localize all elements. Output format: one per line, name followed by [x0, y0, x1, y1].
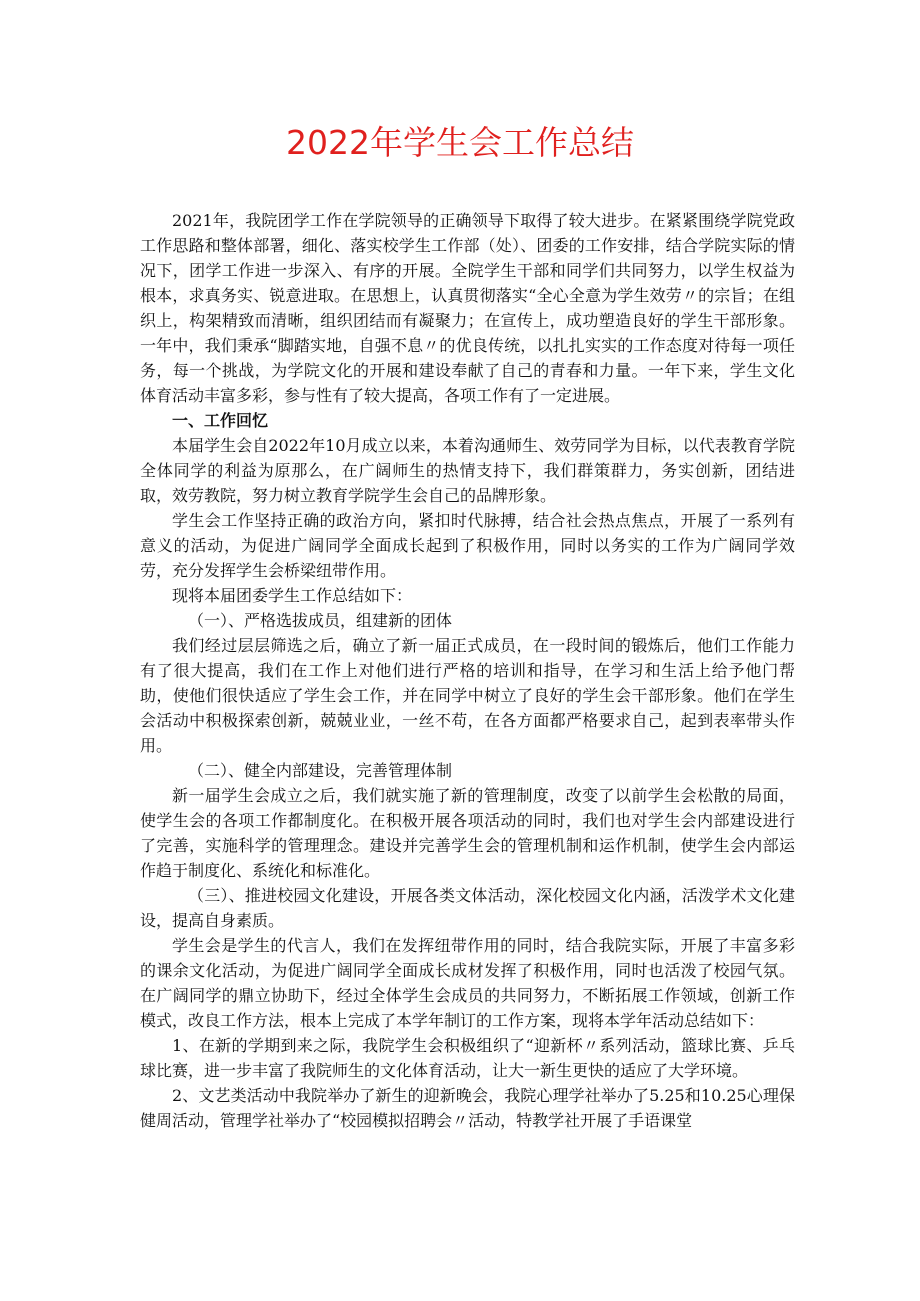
document-body	[140, 208, 795, 1133]
document-title: 2022年学生会工作总结	[286, 123, 634, 162]
paragraph: 学生会是学生的代言人，我们在发挥纽带作用的同时，结合我院实际，开展了丰富多彩的课余文化活动，为促进广阔同学全面成长成材发挥了积极作用，同时也活泼了校园气氛。在广阔同学的鼎立协助下，经过全体学生会成员的共同努力，不断拓展工作领域，创新工作模式，改良工作方法，根本上完成了本学年制订的工作方案，现将本学年活动总结如下：	[140, 936, 795, 1030]
list-item: 2、文艺类活动中我院举办了新生的迎新晚会，我院心理学社举办了5.25和10.25心理保健周活动，管理学社举办了“校园模拟招聘会〃活动，特教学社开展了手语课堂	[140, 1086, 795, 1130]
list-item: 1、在新的学期到来之际，我院学生会积极组织了“迎新杯〃系列活动，篮球比赛、乒乓球比赛，进一步丰富了我院师生的文化体育活动，让大一新生更快的适应了大学环境。	[140, 1036, 795, 1080]
intro-paragraph: 2021年，我院团学工作在学院领导的正确领导下取得了较大进步。在紧紧围绕学院党政工作思路和整体部署，细化、落实校学生工作部（处）、团委的工作安排，结合学院实际的情况下，团学工作进一步深入、有序的开展。全院学生干部和同学们共同努力，以学生权益为根本，求真务实、锐意进取。在思想上，认真贯彻落实“全心全意为学生效劳〃的宗旨；在组织上，构架精致而清晰，组织团结而有凝聚力；在宣传上，成功塑造良好的学生干部形象。一年中，我们秉承“脚踏实地，自强不息〃的优良传统，以扎扎实实的工作态度对待每一项任务，每一个挑战，为学院文化的开展和建设奉献了自己的青春和力量。一年下来，学生文化体育活动丰富多彩，参与性有了较大提高，各项工作有了一定进展。	[140, 211, 795, 405]
paragraph: 现将本届团委学生工作总结如下：	[172, 586, 413, 605]
subheading-three: （三）、推进校园文化建设，开展各类文体活动，深化校园文化内涵，活泼学术文化建设，提高自身素质。	[140, 886, 795, 930]
subheading-two: （二）、健全内部建设，完善管理体制	[188, 761, 453, 780]
paragraph: 新一届学生会成立之后，我们就实施了新的管理制度，改变了以前学生会松散的局面，使学生会的各项工作都制度化。在积极开展各项活动的同时，我们也对学生会内部建设进行了完善，实施科学的管理理念。建设并完善学生会的管理机制和运作机制，使学生会内部运作趋于制度化、系统化和标准化。	[140, 786, 795, 880]
paragraph: 我们经过层层筛选之后，确立了新一届正式成员，在一段时间的锻炼后，他们工作能力有了很大提高，我们在工作上对他们进行严格的培训和指导，在学习和生活上给予他门帮助，使他们很快适应了学生会工作，并在同学中树立了良好的学生会干部形象。他们在学生会活动中积极探索创新，兢兢业业，一丝不苟，在各方面都严格要求自己，起到表率带头作用。	[140, 636, 795, 755]
subheading-one: （一）、严格选拔成员，组建新的团体	[188, 611, 453, 630]
paragraph: 学生会工作坚持正确的政治方向，紧扣时代脉搏，结合社会热点焦点，开展了一系列有意义的活动，为促进广阔同学全面成长起到了积极作用，同时以务实的工作为广阔同学效劳，充分发挥学生会桥梁纽带作用。	[140, 511, 795, 580]
paragraph: 本届学生会自2022年10月成立以来，本着沟通师生、效劳同学为目标，以代表教育学院全体同学的利益为原那么，在广阔师生的热情支持下，我们群策群力，务实创新，团结进取，效劳教院，努力树立教育学院学生会自己的品牌形象。	[140, 436, 795, 505]
section-heading-work-review: 一、工作回忆	[172, 411, 269, 430]
